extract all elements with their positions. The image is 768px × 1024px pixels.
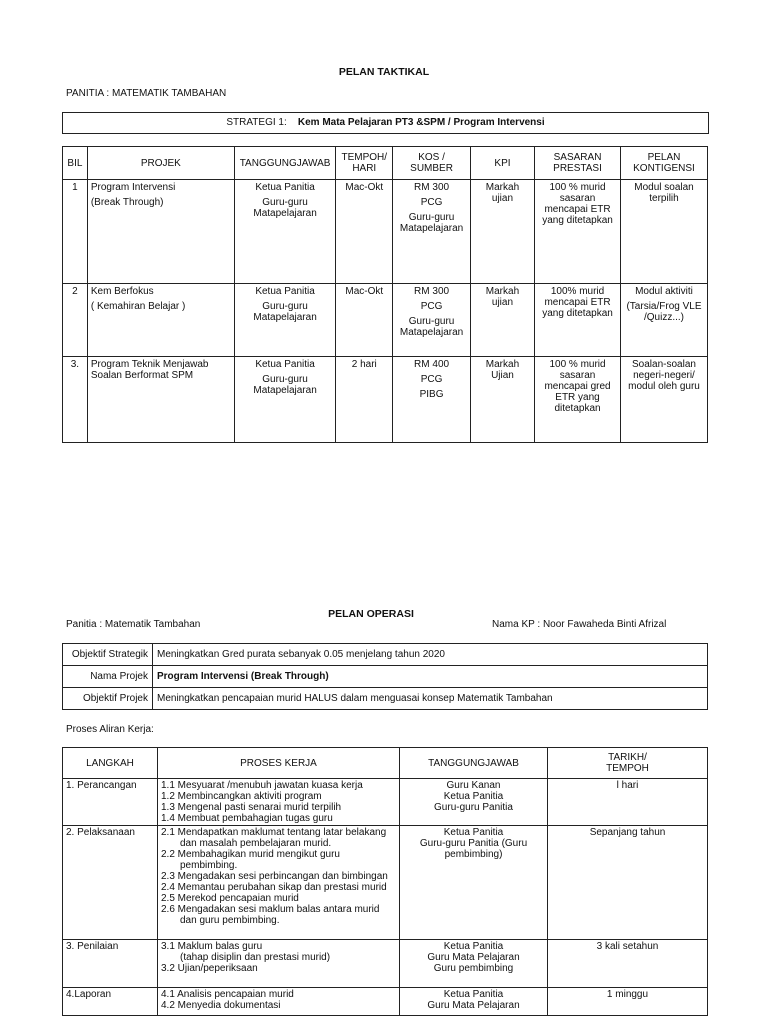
- cell-langkah: 4.Laporan: [63, 988, 158, 1016]
- tj-line: Ketua Panitia: [255, 286, 315, 297]
- info-value: Program Intervensi (Break Through): [153, 666, 708, 688]
- kos-line: RM 300: [414, 182, 450, 193]
- pelan-line: Modul aktiviti: [635, 286, 693, 297]
- header-kos: [393, 147, 471, 180]
- cell-kos: [393, 284, 471, 357]
- taktikal-title: PELAN TAKTIKAL: [338, 66, 430, 78]
- operasi-panitia: Panitia : Matematik Tambahan: [66, 619, 201, 630]
- header-tanggungjawab: TANGGUNGJAWAB: [234, 147, 335, 180]
- proses-item: pembimbing.: [180, 860, 238, 871]
- strategy-rest: / Program Intervensi: [445, 117, 545, 128]
- tj-line: Ketua Panitia: [443, 791, 504, 802]
- cell-tanggungjawab: [234, 357, 335, 443]
- cell-sasaran: 100% murid mencapai ETR yang ditetapkan: [535, 284, 621, 357]
- taktikal-header-row: [63, 147, 708, 180]
- header-tarikh: [548, 748, 708, 779]
- cell-tanggungjawab: [234, 180, 335, 284]
- kos-line: PCG: [420, 301, 443, 312]
- cell-kos: [393, 357, 471, 443]
- info-value: Meningkatkan pencapaian murid HALUS dalam menguasai konsep Matematik Tambahan: [153, 688, 708, 710]
- table-row: [63, 357, 708, 443]
- proses-item: 1.2 Membincangkan aktiviti program: [161, 791, 322, 802]
- cell-kos: [393, 180, 471, 284]
- table-row: [63, 940, 708, 988]
- header-sasaran-line1: SASARAN: [553, 152, 602, 163]
- projek-line: (Break Through): [90, 197, 164, 208]
- header-kos-line1: KOS /: [418, 152, 445, 163]
- tj-line: Ketua Panitia: [443, 941, 504, 952]
- table-row: [63, 988, 708, 1016]
- kos-line: RM 300: [414, 286, 450, 297]
- tj-line: Ketua Panitia: [443, 827, 504, 838]
- tj-line: Guru-guru Matapelajaran: [253, 197, 317, 219]
- cell-proses: [158, 826, 400, 940]
- cell-pelan: [620, 180, 707, 284]
- table-row: [63, 180, 708, 284]
- header-kpi: KPI: [470, 147, 534, 180]
- cell-tj: [400, 988, 548, 1016]
- cell-pelan: [620, 284, 707, 357]
- info-row: [63, 666, 708, 688]
- tj-line: Guru Kanan: [446, 780, 501, 791]
- header-projek: PROJEK: [87, 147, 234, 180]
- cell-tj: [400, 940, 548, 988]
- cell-tanggungjawab: [234, 284, 335, 357]
- proses-item: 2.4 Memantau perubahan sikap dan prestasi murid: [161, 882, 387, 893]
- tj-line: Guru Mata Pelajaran: [427, 952, 520, 963]
- info-label: Objektif Strategik: [63, 644, 153, 666]
- header-tarikh-line1: TARIKH/: [608, 752, 647, 763]
- tj-line: Guru-guru Panitia: [434, 802, 513, 813]
- cell-kpi: Markah ujian: [470, 180, 534, 284]
- strategy-prefix: STRATEGI 1:: [226, 117, 287, 128]
- cell-tj: [400, 779, 548, 826]
- cell-tempoh: Mac-Okt: [336, 180, 393, 284]
- tj-line: Guru-guru Matapelajaran: [253, 301, 317, 323]
- proses-item: dan masalah pembelajaran murid.: [180, 838, 332, 849]
- header-tempoh: [336, 147, 393, 180]
- taktikal-table: [62, 146, 708, 443]
- pelan-line: (Tarsia/Frog VLE /Quizz...): [626, 301, 702, 323]
- cell-proses: [158, 779, 400, 826]
- kos-line: Guru-guru Matapelajaran: [399, 316, 464, 338]
- cell-tempoh: 2 hari: [336, 357, 393, 443]
- proses-item: 1.3 Mengenal pasti senarai murid terpilih: [161, 802, 342, 813]
- cell-bil: 1: [63, 180, 88, 284]
- cell-tarikh: 1 minggu: [548, 988, 708, 1016]
- kos-line: Guru-guru Matapelajaran: [399, 212, 464, 234]
- header-proses: PROSES KERJA: [158, 748, 400, 779]
- header-sasaran: [535, 147, 621, 180]
- proses-item: 3.1 Maklum balas guru: [161, 941, 263, 952]
- cell-tarikh: 3 kali setahun: [548, 940, 708, 988]
- proses-item: 1.1 Mesyuarat /menubuh jawatan kuasa kerja: [161, 780, 363, 791]
- proses-item: 3.2 Ujian/peperiksaan: [161, 963, 258, 974]
- cell-projek: [87, 284, 234, 357]
- strategy-bold: Kem Mata Pelajaran PT3 &SPM: [297, 117, 446, 128]
- header-tempoh-line2: HARI: [352, 163, 377, 174]
- operasi-nama-kp: Nama KP : Noor Fawaheda Binti Afrizal: [492, 619, 667, 630]
- proses-item: 2.3 Mengadakan sesi perbincangan dan bimbingan: [161, 871, 388, 882]
- cell-sasaran: 100 % murid sasaran mencapai gred ETR yang ditetapkan: [535, 357, 621, 443]
- tj-line: Ketua Panitia: [255, 359, 315, 370]
- cell-pelan: [620, 357, 707, 443]
- cell-tarikh: l hari: [548, 779, 708, 826]
- proses-item: 2.1 Mendapatkan maklumat tentang latar belakang: [161, 827, 387, 838]
- header-pelan-line2: KONTIGENSI: [633, 163, 695, 174]
- proses-item: 2.5 Merekod pencapaian murid: [161, 893, 299, 904]
- proses-header-row: [63, 748, 708, 779]
- cell-langkah: 2. Pelaksanaan: [63, 826, 158, 940]
- strategy-box: [62, 112, 709, 134]
- proses-item: 4.2 Menyedia dokumentasi: [161, 1000, 281, 1011]
- projek-line: Program Intervensi: [90, 182, 176, 193]
- operasi-title: PELAN OPERASI: [328, 608, 414, 620]
- cell-tj: [400, 826, 548, 940]
- header-tarikh-line2: TEMPOH: [606, 763, 649, 774]
- taktikal-panitia: PANITIA : MATEMATIK TAMBAHAN: [66, 88, 227, 99]
- projek-line: ( Kemahiran Belajar ): [90, 301, 186, 312]
- cell-kpi: Markah ujian: [470, 284, 534, 357]
- info-label: Nama Projek: [63, 666, 153, 688]
- header-sasaran-line2: PRESTASI: [553, 163, 602, 174]
- cell-langkah: 3. Penilaian: [63, 940, 158, 988]
- header-tj: TANGGUNGJAWAB: [400, 748, 548, 779]
- proses-label: Proses Aliran Kerja:: [66, 724, 154, 735]
- info-row: [63, 644, 708, 666]
- tj-line: Guru-guru Matapelajaran: [253, 374, 317, 396]
- kos-line: PCG: [420, 197, 443, 208]
- header-pelan: [620, 147, 707, 180]
- pelan-line: Modul soalan terpilih: [634, 182, 694, 204]
- pelan-line: Soalan-soalan negeri-negeri/ modul oleh guru: [628, 359, 700, 392]
- table-row: [63, 284, 708, 357]
- cell-projek: [87, 357, 234, 443]
- cell-tarikh: Sepanjang tahun: [548, 826, 708, 940]
- cell-kpi: Markah Ujian: [470, 357, 534, 443]
- cell-proses: [158, 940, 400, 988]
- operasi-info-table: [62, 643, 708, 710]
- tj-line: pembimbing): [444, 849, 503, 860]
- tj-line: Ketua Panitia: [255, 182, 315, 193]
- projek-line: Program Teknik Menjawab Soalan Berformat SPM: [90, 359, 209, 381]
- tj-line: Ketua Panitia: [443, 989, 504, 1000]
- info-label: Objektif Projek: [63, 688, 153, 710]
- header-pelan-line1: PELAN: [647, 152, 681, 163]
- proses-item: dan guru pembimbing.: [180, 915, 280, 926]
- proses-item: 2.2 Membahagikan murid mengikut guru: [161, 849, 340, 860]
- table-row: [63, 779, 708, 826]
- header-tempoh-line1: TEMPOH/: [341, 152, 388, 163]
- kos-line: RM 400: [414, 359, 450, 370]
- cell-proses: [158, 988, 400, 1016]
- proses-item: 1.4 Membuat pembahagian tugas guru: [161, 813, 333, 824]
- proses-item: 2.6 Mengadakan sesi maklum balas antara murid: [161, 904, 380, 915]
- info-row: [63, 688, 708, 710]
- header-bil: BIL: [63, 147, 88, 180]
- proses-table: [62, 747, 708, 1016]
- cell-projek: [87, 180, 234, 284]
- header-langkah: LANGKAH: [63, 748, 158, 779]
- tj-line: Guru Mata Pelajaran: [427, 1000, 520, 1011]
- info-value: Meningkatkan Gred purata sebanyak 0.05 menjelang tahun 2020: [153, 644, 708, 666]
- kos-line: PCG: [420, 374, 443, 385]
- proses-item: 4.1 Analisis pencapaian murid: [161, 989, 294, 1000]
- projek-line: Kem Berfokus: [90, 286, 154, 297]
- kos-line: PIBG: [419, 389, 444, 400]
- cell-langkah: 1. Perancangan: [63, 779, 158, 826]
- proses-item: (tahap disiplin dan prestasi murid): [180, 952, 331, 963]
- cell-sasaran: 100 % murid sasaran mencapai ETR yang ditetapkan: [535, 180, 621, 284]
- header-kos-line2: SUMBER: [410, 163, 453, 174]
- cell-bil: 3.: [63, 357, 88, 443]
- tj-line: Guru pembimbing: [433, 963, 514, 974]
- cell-bil: 2: [63, 284, 88, 357]
- cell-tempoh: Mac-Okt: [336, 284, 393, 357]
- tj-line: Guru-guru Panitia (Guru: [419, 838, 528, 849]
- table-row: [63, 826, 708, 940]
